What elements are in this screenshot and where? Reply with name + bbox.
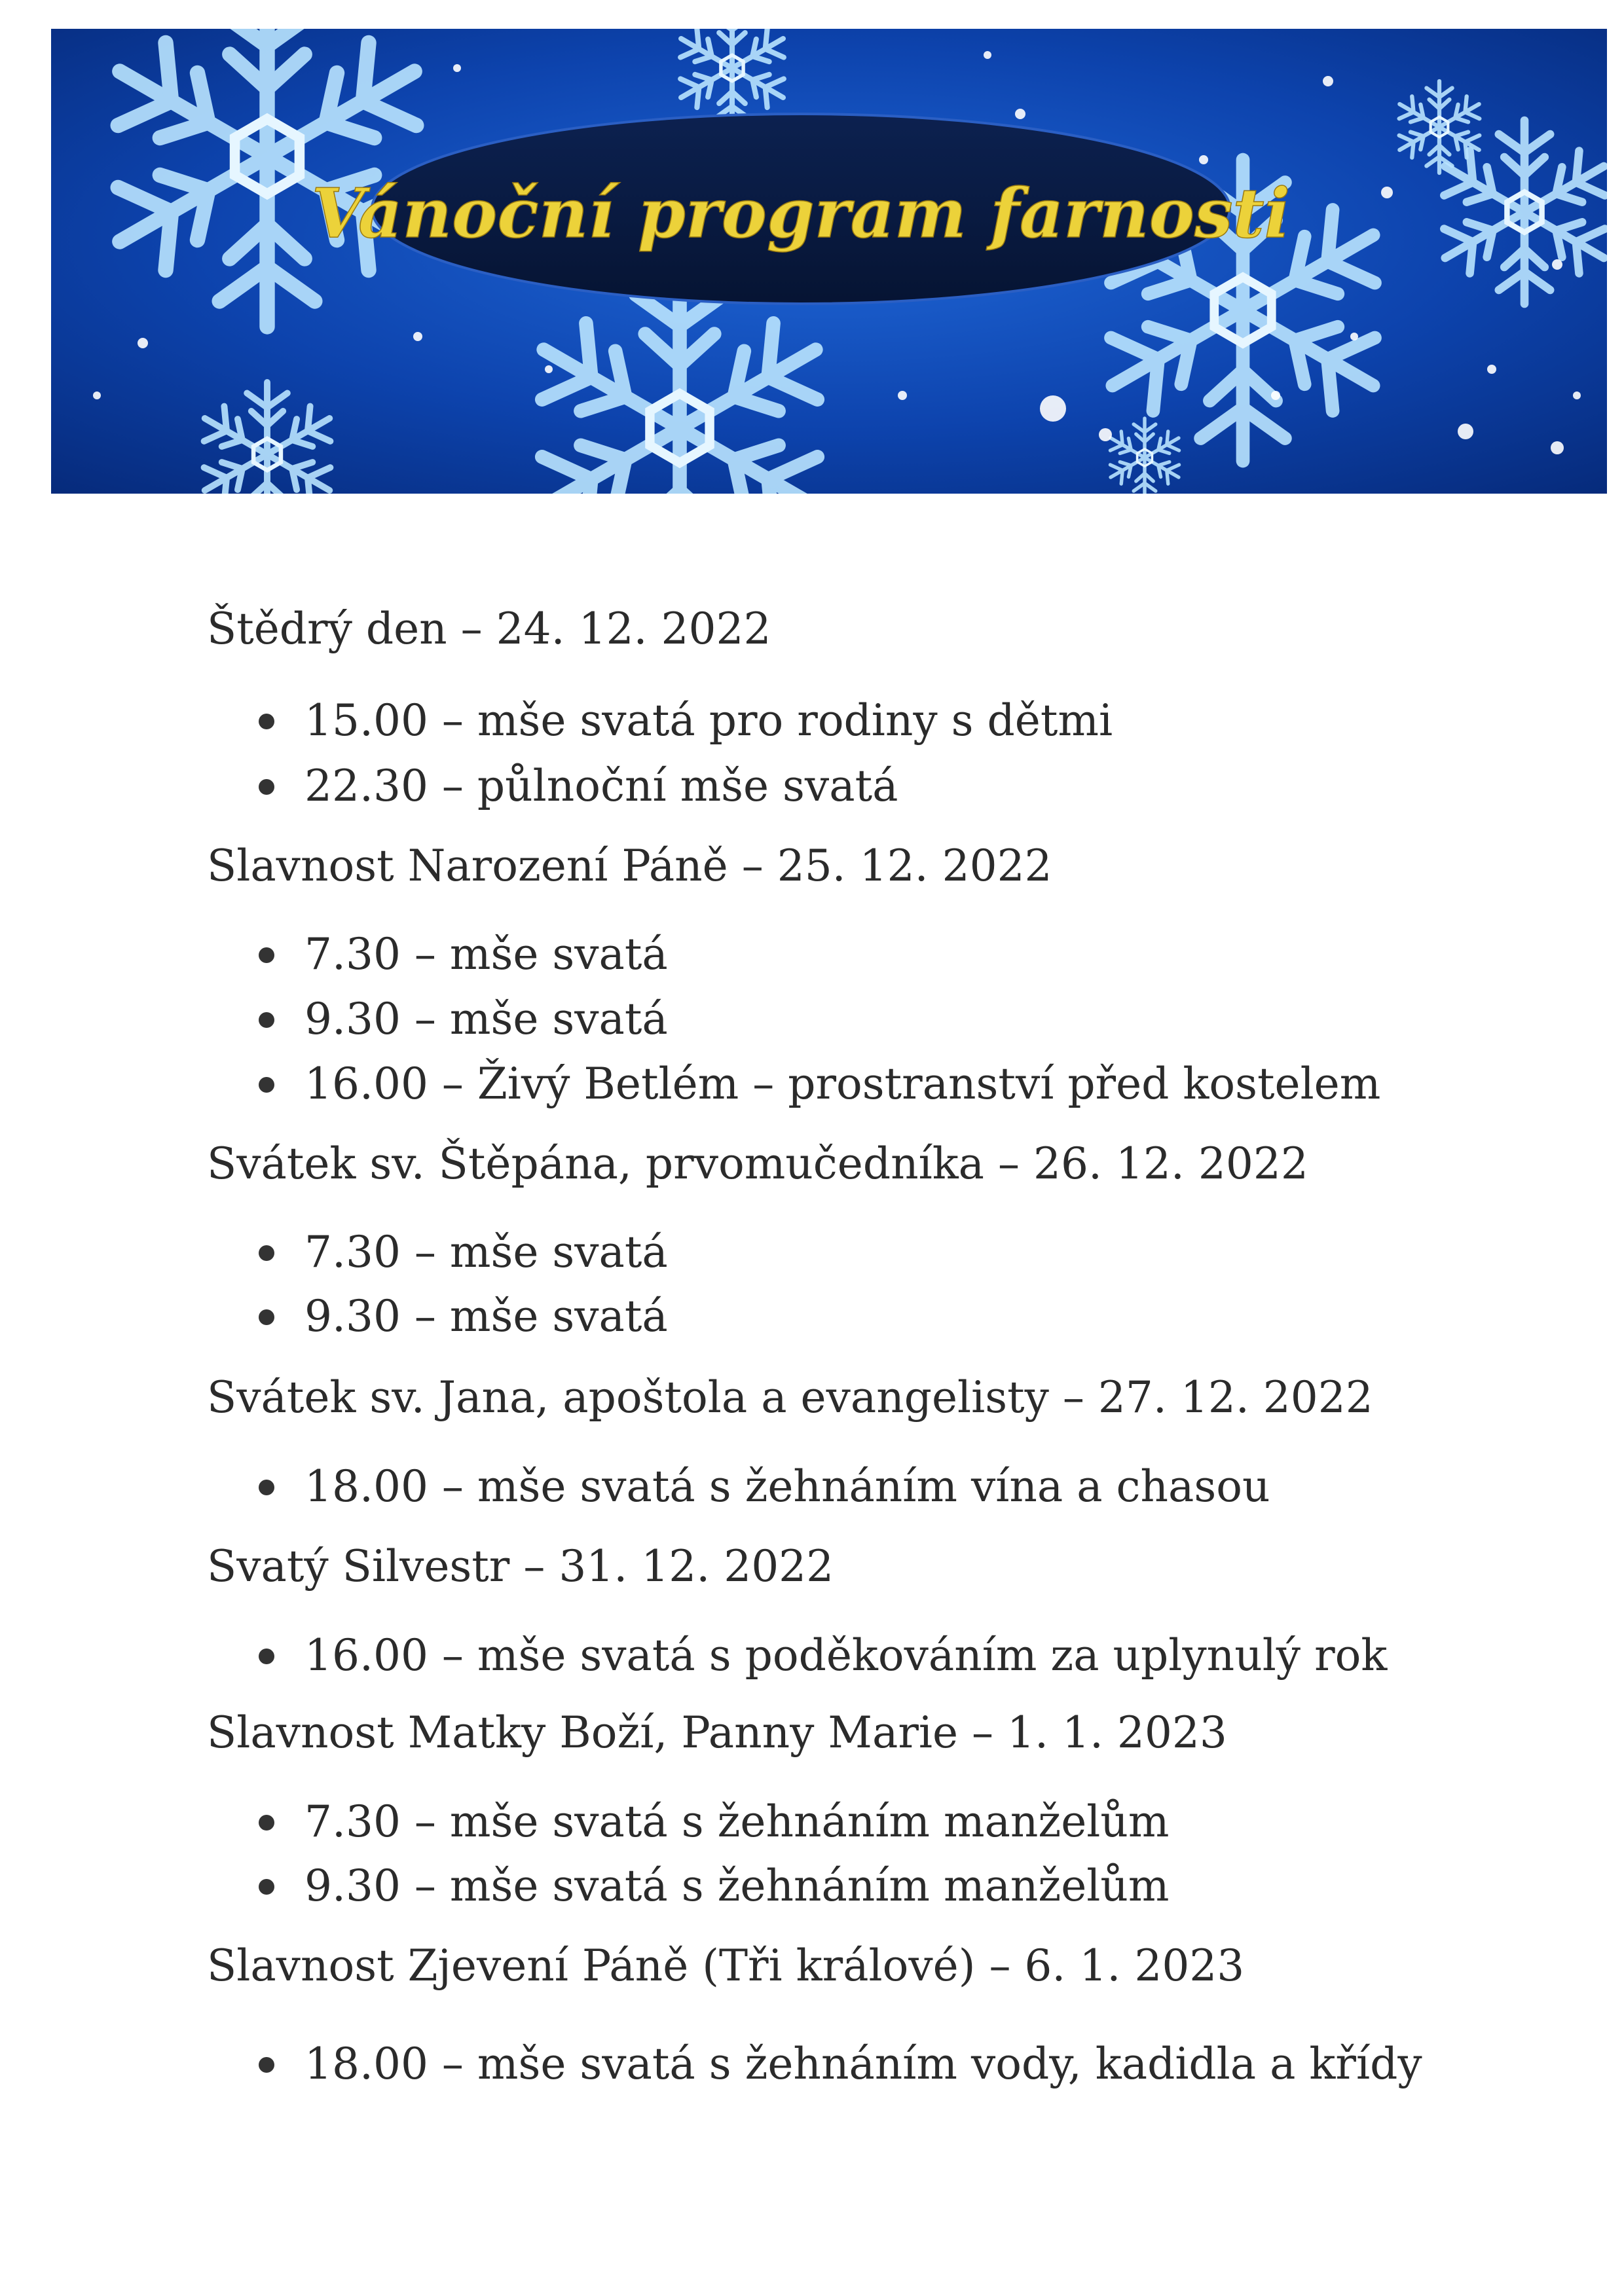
schedule-item: 18.00 – mše svatá s žehnáním vína a chasou (304, 1461, 1270, 1512)
schedule-item: 7.30 – mše svatá (304, 1227, 668, 1277)
bullet-icon (259, 2057, 274, 2073)
day-heading: Svátek sv. Štěpána, prvomučedníka – 26. 12. 2022 (207, 1139, 1308, 1189)
schedule-item: 9.30 – mše svatá (304, 1291, 668, 1341)
schedule-item: 9.30 – mše svatá s žehnáním manželům (304, 1861, 1170, 1911)
schedule-item: 7.30 – mše svatá (304, 929, 668, 979)
day-heading: Slavnost Narození Páně – 25. 12. 2022 (207, 841, 1052, 891)
schedule-item: 7.30 – mše svatá s žehnáním manželům (304, 1796, 1170, 1847)
bullet-icon (259, 1649, 274, 1664)
bullet-icon (259, 1245, 274, 1261)
bullet-icon (259, 1815, 274, 1831)
schedule-item: 15.00 – mše svatá pro rodiny s dětmi (304, 695, 1113, 746)
bullet-icon (259, 1012, 274, 1028)
bullet-icon (259, 779, 274, 795)
bullet-icon (259, 1480, 274, 1495)
day-heading: Svátek sv. Jana, apoštola a evangelisty – 27. 12. 2022 (207, 1372, 1373, 1423)
day-heading: Slavnost Zjevení Páně (Tři králové) – 6. 1. 2023 (207, 1941, 1245, 1991)
bullet-icon (259, 1309, 274, 1325)
header-title: Vánoční program farnosti (311, 173, 1291, 253)
schedule-item: 16.00 – Živý Betlém – prostranství před kostelem (304, 1059, 1381, 1109)
schedule-item: 16.00 – mše svatá s poděkováním za uplynulý rok (304, 1630, 1388, 1681)
schedule-item: 9.30 – mše svatá (304, 994, 668, 1044)
bullet-icon (259, 947, 274, 963)
day-heading: Štědrý den – 24. 12. 2022 (207, 604, 771, 654)
bullet-icon (259, 1879, 274, 1895)
bullet-icon (259, 1077, 274, 1093)
day-heading: Svatý Silvestr – 31. 12. 2022 (207, 1541, 834, 1592)
schedule-item: 22.30 – půlnoční mše svatá (304, 761, 898, 811)
bullet-icon (259, 714, 274, 729)
schedule-item: 18.00 – mše svatá s žehnáním vody, kadidla a křídy (304, 2039, 1422, 2089)
day-heading: Slavnost Matky Boží, Panny Marie – 1. 1. 2023 (207, 1707, 1227, 1758)
